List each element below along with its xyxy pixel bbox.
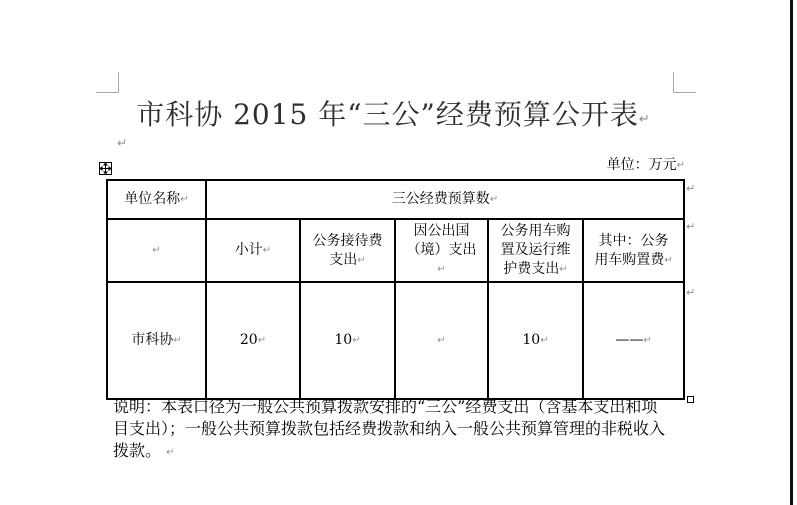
cell-end-mark: ↵ — [489, 194, 499, 205]
cell-subtotal-value[interactable] — [206, 282, 300, 399]
paragraph-end-mark: ↵ — [638, 112, 650, 127]
cell-end-mark: ↵ — [180, 194, 189, 205]
cell-abroad-value[interactable] — [395, 282, 488, 399]
table-header-row-1 — [107, 180, 684, 219]
paragraph-end-mark: ↵ — [676, 160, 685, 171]
row-end-mark: ↵ — [686, 220, 696, 233]
note-line-3-text: 拨款。 — [113, 441, 162, 460]
margin-corner-mark-top-right — [673, 72, 696, 93]
empty-paragraph-mark: ↵ — [117, 136, 128, 150]
cell-text: 10 — [334, 332, 353, 348]
cell-text: 公务用车购置及运行维护费支出 — [500, 223, 571, 277]
cell-end-mark: ↵ — [357, 254, 366, 266]
cell-end-mark: ↵ — [664, 254, 673, 266]
cell-empty-header[interactable] — [107, 219, 206, 282]
cell-reception-value[interactable] — [300, 282, 395, 399]
table-header-row-2 — [107, 219, 684, 282]
document-window-right-border — [790, 0, 793, 505]
cell-vehicle-value[interactable] — [488, 282, 583, 399]
margin-corner-mark-top-left — [96, 72, 119, 93]
cell-text: 三公经费预算数 — [391, 191, 490, 207]
cell-text: 小计 — [234, 242, 263, 258]
cell-text: —— — [615, 332, 644, 348]
move-arrows-icon — [100, 159, 111, 178]
cell-end-mark: ↵ — [559, 264, 568, 275]
table-move-handle[interactable] — [99, 162, 112, 175]
cell-end-mark: ↵ — [352, 335, 361, 346]
cell-end-mark: ↵ — [257, 335, 267, 346]
cell-end-mark: ↵ — [540, 335, 549, 346]
cell-end-mark: ↵ — [437, 264, 446, 275]
cell-end-mark: ↵ — [437, 335, 446, 346]
cell-text: 市科协 — [131, 332, 174, 348]
cell-text: 公务接待费支出 — [312, 232, 383, 268]
note-line-2: 目支出）；一般公共预算拨款包括经费拨款和纳入一般公共预算管理的非税收入 — [113, 419, 666, 438]
paragraph-end-mark: ↵ — [166, 447, 175, 458]
cell-unit-name-header[interactable] — [107, 180, 206, 219]
cell-text: 单位名称 — [124, 191, 181, 207]
cell-end-mark: ↵ — [173, 335, 182, 346]
row-end-mark: ↵ — [686, 286, 696, 299]
cell-text: 其中：公务用车购置费 — [594, 232, 669, 268]
cell-reception-header[interactable] — [300, 219, 395, 282]
cell-vehicle-purchase-header[interactable] — [583, 219, 684, 282]
unit-of-measure-label[interactable] — [560, 154, 685, 174]
row-end-mark: ↵ — [686, 182, 696, 195]
cell-abroad-header[interactable] — [395, 219, 488, 282]
cell-budget-group-header[interactable] — [206, 180, 684, 219]
explanation-note[interactable] — [113, 396, 691, 464]
cell-text: 20 — [239, 332, 258, 348]
cell-text: 因公出国（境）支出 — [406, 223, 477, 258]
cell-end-mark: ↵ — [262, 245, 272, 256]
cell-text: 10 — [522, 332, 541, 348]
table-data-row — [107, 282, 684, 399]
three-public-budget-table — [106, 179, 685, 400]
cell-end-mark: ↵ — [643, 335, 652, 346]
cell-org-name[interactable] — [107, 282, 206, 399]
document-title-text: 市科协 2015 年“三公”经费预算公开表 — [136, 98, 639, 131]
cell-vehicle-purchase-value[interactable] — [583, 282, 684, 399]
note-line-3 — [113, 440, 691, 464]
cell-vehicle-header[interactable] — [488, 219, 583, 282]
note-line-1: 说明：本表口径为一般公共预算拨款安排的“三公”经费支出（含基本支出和项 — [113, 397, 658, 416]
cell-end-mark: ↵ — [152, 245, 161, 256]
cell-subtotal-header[interactable] — [206, 219, 300, 282]
unit-of-measure-text: 单位：万元 — [606, 157, 677, 173]
document-title[interactable] — [104, 93, 682, 142]
